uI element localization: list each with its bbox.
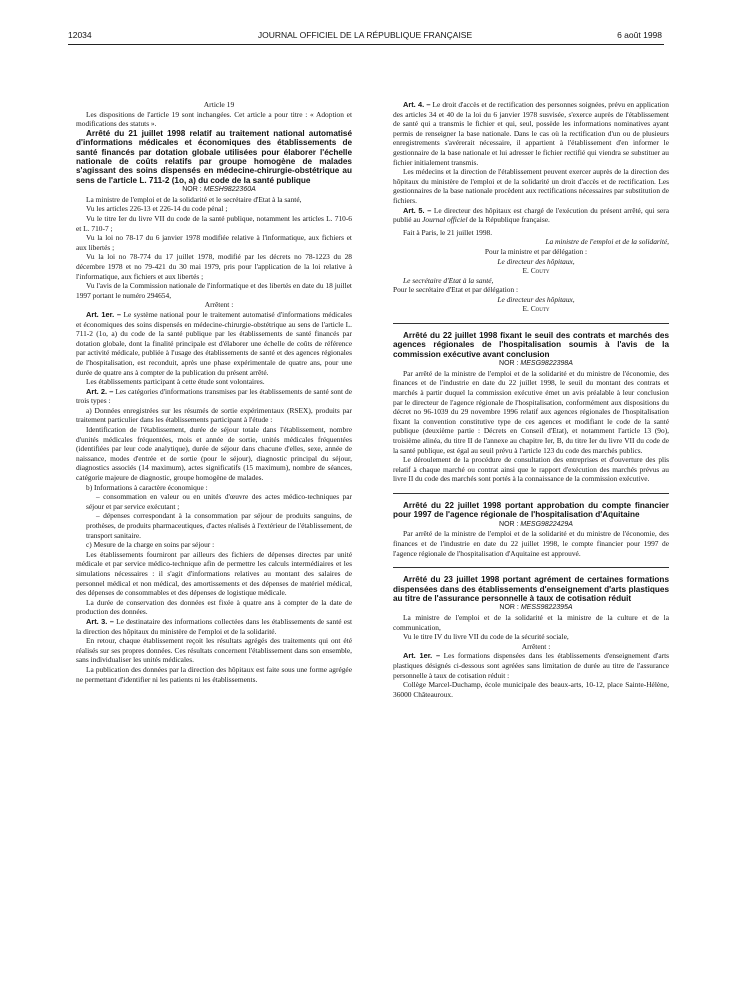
decree-4-p1: La ministre de l'emploi et de la solidarité et la ministre de la culture et de la communication, <box>393 613 669 632</box>
signature-1-role: Le directeur des hôpitaux, <box>497 256 575 266</box>
vu-4: Vu la loi no 78-774 du 17 juillet 1978, modifié par les décrets no 78-1223 du 28 décembre 1978 et no 79-421 du 30 mai 1979, pris pour l'application de la loi relative à l'informatique, aux fichiers et aux libertés ; <box>76 252 352 281</box>
signature-1-name: E. Couty <box>522 266 550 276</box>
article-1-paragraph: Art. 1er. – Le système national pour le traitement automatisé d'informations médicales et économiques des soins dispensés en médecine-chirurgie-obstétrique au sens de l'article L. 711-2 (1o, a) du code de la santé publique par les établissements de santé financés par dotation globale, dont la finalité principale est d'élaborer une échelle de coûts de référence par activité médicale, publiée à l'usage des établissements de santé et des agences régionales de l'hospitalisation, est reconduit, après une phase expérimentale de quatre ans, pour une durée de quatre ans à compter de la publication du présent arrêté. <box>76 309 352 377</box>
article-2-p2: La durée de conservation des données est fixée à quatre ans à compter de la date de production des données. <box>76 597 352 617</box>
signature-1-title: La ministre de l'emploi et de la solidarité, <box>545 237 669 247</box>
college-entry: Collège Marcel-Duchamp, école municipale des beaux-arts, 10-12, place Sainte-Hélène, 36000 Châteauroux. <box>393 680 669 699</box>
separator-3 <box>393 567 669 568</box>
arretent-2: Arrêtent : <box>521 641 551 651</box>
vu-1: Vu les articles 226-13 et 226-14 du code pénal ; <box>86 204 228 214</box>
article-2-b: b) Informations à caractère économique : <box>86 482 208 492</box>
article-2-b-item-2: – dépenses correspondant à la consommation par séjour de produits sanguins, de prothèses, de produits pharmaceutiques, d'actes réalisés à l'extérieur de l'établissement, de transport sanitaire. <box>86 511 352 540</box>
ministre-paragraph: La ministre de l'emploi et de la solidarité et le secrétaire d'Etat à la santé, <box>86 194 302 204</box>
article-3-p3: La publication des données par la direction des hôpitaux est faite sous une forme agrégée ne permettant d'identifier ni les patients ni les établissements. <box>76 664 352 684</box>
article-19-title: Article 19 <box>203 100 235 109</box>
decree-3-p1: Par arrêté de la ministre de l'emploi et de la solidarité et du ministre de l'économie, des finances et de l'industrie en date du 22 juillet 1998, le compte financier pour 1997 de l'agence régionale de l'hospitalisation d'Aquitaine est approuvé. <box>393 529 669 558</box>
article-3-p2: En retour, chaque établissement reçoit les résultats agrégés des traitements qui ont été réalisés sur ses propres données. Ces résultats concernent l'établissement dans son ensemble, sans individualiser les unités médicales. <box>76 636 352 665</box>
article-2-c: c) Mesure de la charge en soins par séjour : <box>86 540 215 550</box>
signature-1-delegation: Pour la ministre et par délégation : <box>484 246 588 256</box>
article-2-identification: Identification de l'établissement, durée de séjour totale dans l'établissement, nombre d'unités médicales fréquentées, mois et année de sortie, unités médicales fréquentées (identifiées par leur code analytique), durée de séjour dans chacune d'elles, sexe, année de naissance, modes d'entrée et de sortie (pour le séjour), diagnostic principal du séjour, diagnostics associés (14 maximum), actes significatifs (15 maximum), nombre de séances, catégorie majeure de diagnostic, groupe homogène de malades. <box>76 425 352 483</box>
article-4-paragraph: Art. 4. – Le droit d'accès et de rectification des personnes soignées, prévu en application des articles 34 et 40 de la loi du 6 janvier 1978 susvisée, s'exerce auprès de l'établissement de santé qui a transmis le fichier et qui, seul, possède les informations nominatives ayant permis de renseigner la base nationale. Dans le cas où la rectification d'un ou de plusieurs enregistrements s'avérerait nécessaire, il appartient à l'établissement d'en informer le gestionnaire de la base nationale et lui adresser le fichier rectifié qui viendra se substituer au fichier initialement transmis. <box>393 100 669 167</box>
article-3-paragraph: Art. 3. – Le destinataire des informations collectées dans les établissements de santé est la direction des hôpitaux du ministère de l'emploi et de la solidarité. <box>76 616 352 636</box>
decree-4-nor-code: MESS9822395A <box>520 604 573 612</box>
decree-3-title: Arrêté du 22 juillet 1998 portant approbation du compte financier pour 1997 de l'agence régionale de l'hospitalisation d'Aquitaine <box>393 501 669 520</box>
signature-2-delegation: Pour le secrétaire d'Etat et par délégation : <box>393 285 519 295</box>
decree-1-nor-code: MESH9822360A <box>203 186 256 194</box>
vu-5: Vu l'avis de la Commission nationale de l'informatique et des libertés en date du 18 juillet 1997 portant le numéro 294654, <box>76 281 352 300</box>
issue-date: 6 août 1998 <box>617 30 662 40</box>
decree-4-p2: Vu le titre IV du livre VII du code de la sécurité sociale, <box>403 632 569 642</box>
fait-a-paris: Fait à Paris, le 21 juillet 1998. <box>403 227 493 237</box>
decree-1-nor: NOR : MESH9822360A <box>182 186 256 194</box>
article-5-paragraph: Art. 5. – Le directeur des hôpitaux est chargé de l'exécution du présent arrêté, qui sera publié au Journal officiel de la République française. <box>393 205 669 225</box>
vu-3: Vu la loi no 78-17 du 6 janvier 1978 modifiée relative à l'informatique, aux fichiers et aux libertés ; <box>76 233 352 252</box>
separator-1 <box>393 323 669 324</box>
article-1-p2: Les établissements participant à cette étude sont volontaires. <box>86 377 265 387</box>
vu-2: Vu le titre Ier du livre VII du code de la santé publique, notamment les articles L. 710-6 et L. 710-7 ; <box>76 214 352 233</box>
decree-2-title: Arrêté du 22 juillet 1998 fixant le seuil des contrats et marchés des agences régionales de l'hospitalisation soumis à l'avis de la commission exécutive avant conclusion <box>393 331 669 359</box>
article-2-b-item-1: – consommation en valeur ou en unités d'œuvre des actes médico-techniques par séjour et par service exécutant ; <box>86 492 352 511</box>
decree-2-nor: NOR : MESG9822398A <box>499 360 573 368</box>
decree-2-p1: Par arrêté de la ministre de l'emploi et de la solidarité et du ministre de l'économie, des finances et de l'industrie en date du 22 juillet 1998, le seuil du montant des contrats et marchés à partir duquel la commission exécutive émet un avis préalable à leur conclusion par le directeur de l'agence régionale de l'hospitalisation, conformément aux dispositions du décret no 96-1039 du 29 novembre 1996 relatif aux agences régionales de l'hospitalisation fixant la convention constitutive type de ces agences et modifiant le code de la santé publique (deuxième partie : Décrets en Conseil d'Etat), et notamment l'article 13 (9o), troisième alinéa, du titre II de l'annexe au chapitre Ier, B, du titre Ier du livre VII du code de la santé publique, est égal au seuil prévu à l'article 123 du code des marchés publics. <box>393 368 669 455</box>
article-1b-paragraph: Art. 1er. – Les formations dispensées dans les établissements d'enseignement d'arts plastiques désignés ci-dessous sont agréées sans limitation de durée au titre de l'assurance personnelle à taux de cotisation réduit : <box>393 651 670 680</box>
decree-2-nor-code: MESG9822398A <box>520 360 573 368</box>
separator-2 <box>393 493 669 494</box>
decree-1-title: Arrêté du 21 juillet 1998 relatif au traitement national automatisé d'informations médicales et économiques des établissements de santé financés par dotation globale utilisées pour élaborer l'échelle nationale de coûts relatifs par groupe homogène de malades s'agissant des soins dispensés en médecine-chirurgie-obstétrique au sens de l'article L. 711-2 (1o, a) du code de la santé publique <box>76 128 352 185</box>
decree-4-title: Arrêté du 23 juillet 1998 portant agrément de certaines formations dispensées dans des établissements d'enseignement d'arts plastiques au titre de l'assurance personnelle à taux de cotisation réduit <box>393 575 669 603</box>
page-header <box>68 30 662 44</box>
left-column <box>76 100 352 684</box>
signature-2-role: Le directeur des hôpitaux, <box>497 294 575 304</box>
article-4-p2: Les médecins et la direction de l'établissement peuvent exercer auprès de la direction des hôpitaux du ministère de l'emploi et de la solidarité un droit d'accès et de rectification. Les gestionnaires de la base nationale procèdent aux rectifications nécessaires par substitution de fichiers. <box>393 167 669 205</box>
article-2-a: a) Données enregistrées sur les résumés de sortie expérimentaux (RSEX), produits par traitement particulier dans les établissements participant à l'étude : <box>76 405 352 425</box>
decree-4-nor: NOR : MESS9822395A <box>499 604 573 612</box>
decree-3-nor-code: MESG9822429A <box>520 520 573 528</box>
signature-2-name: E. Couty <box>522 304 550 314</box>
signature-2-title: Le secrétaire d'Etat à la santé, <box>403 275 494 285</box>
page-number: 12034 <box>68 30 92 40</box>
arretent-1: Arrêtent : <box>204 300 234 310</box>
article-2-paragraph: Art. 2. – Les catégories d'informations transmises par les établissements de santé sont de trois types : <box>76 386 352 406</box>
journal-title: JOURNAL OFFICIEL DE LA RÉPUBLIQUE FRANÇAISE <box>257 30 473 40</box>
decree-3-nor: NOR : MESG9822429A <box>499 520 573 528</box>
right-column <box>393 100 669 699</box>
article-2-p1: Les établissements fourniront par ailleurs des fichiers de dépenses directes par unité médicale et par service médico-technique afin de permettre les calculs intermédiaires et les simulations nécessaires : il s'agit d'informations relatives au montant des salaires de personnel médical et non médical, des amortissements et des dépenses de matériel médical, des dépenses de consommables et des dépenses de logistique médicale. <box>76 549 352 598</box>
header-rule <box>68 44 664 45</box>
decree-2-p2: Le déroulement de la procédure de consultation des entreprises et d'ouverture des plis relatif à chaque marché ou contrat ainsi que le rapport d'exécution des marchés prévus au livre II du code des marchés sont portés à la connaissance de la commission exécutive. <box>393 455 669 484</box>
article-19-text: Les dispositions de l'article 19 sont inchangées. Cet article a pour titre : « Adoption et modifications des statuts ». <box>76 109 352 129</box>
